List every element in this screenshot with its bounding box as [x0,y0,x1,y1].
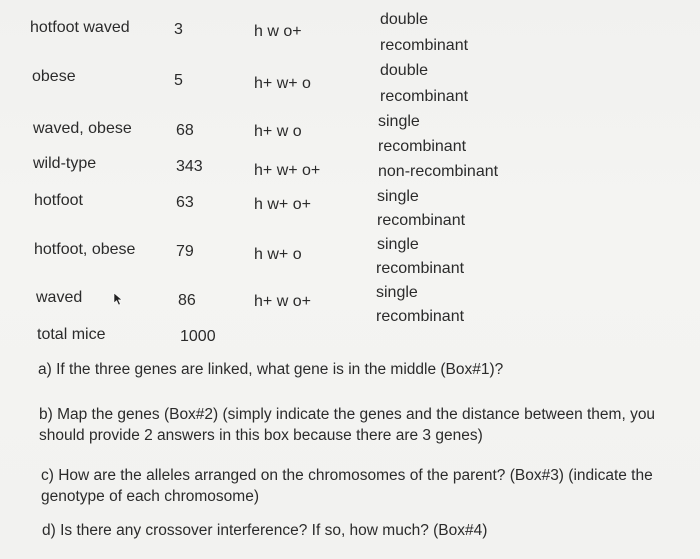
class-cell-line1: double [380,11,429,28]
count-cell: 343 [176,158,203,175]
phenotype-cell: wild-type [33,155,97,172]
question-a: a) If the three genes are linked, what gene is in the middle (Box#1)? [38,361,504,378]
class-cell-line1: non-recombinant [378,163,499,180]
genotype-cell: h w+ o+ [254,196,311,213]
phenotype-cell: waved [36,289,83,306]
genotype-cell: h+ w o [254,123,302,140]
count-cell: 86 [178,292,196,309]
count-cell: 63 [176,194,194,211]
class-cell-line2: recombinant [378,138,467,155]
genotype-cell: h+ w+ o [254,75,311,92]
phenotype-cell: obese [32,68,76,85]
phenotype-cell: hotfoot, obese [34,241,136,258]
class-cell-line1: single [376,284,418,301]
count-cell: 5 [174,72,183,89]
count-cell: 79 [176,243,194,260]
class-cell-line1: single [377,188,419,205]
count-cell: 3 [174,21,183,38]
genotype-cell: h+ w o+ [254,293,311,310]
count-cell: 68 [176,122,194,139]
genotype-cell: h+ w+ o+ [254,162,321,179]
genotype-cell: h w o+ [254,23,302,40]
mouse-pointer-icon [113,292,125,306]
class-cell-line2: recombinant [380,88,469,105]
phenotype-cell: hotfoot waved [30,19,130,36]
class-cell-line2: recombinant [380,37,469,54]
class-cell-line1: double [380,62,429,79]
class-cell-line2: recombinant [376,308,465,325]
class-cell-line1: single [377,236,419,253]
class-cell-line1: single [378,113,420,130]
question-d: d) Is there any crossover interference? If so, how much? (Box#4) [42,522,488,539]
total-value: 1000 [180,328,216,345]
phenotype-cell: waved, obese [33,120,132,137]
genotype-cell: h w+ o [254,246,302,263]
phenotype-cell: hotfoot [34,192,83,209]
question-c: c) How are the alleles arranged on the chromosomes of the parent? (Box#3) (indicate the genotype of each chromosome) [41,467,653,505]
total-label: total mice [37,326,106,343]
question-b: b) Map the genes (Box#2) (simply indicate the genes and the distance between them, you should provide 2 answers in this box because there are 3 genes) [39,406,656,444]
class-cell-line2: recombinant [377,212,466,229]
class-cell-line2: recombinant [376,260,465,277]
